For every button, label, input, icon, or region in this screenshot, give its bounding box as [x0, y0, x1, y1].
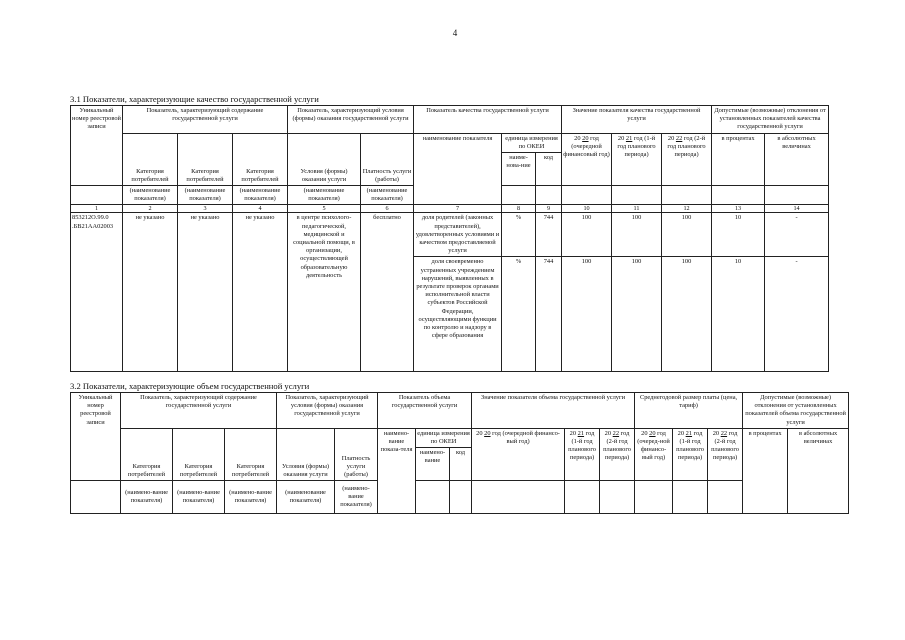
year-suffix: год	[620, 429, 630, 437]
unit-group-header: единица измерения по ОКЕИ	[416, 428, 472, 447]
price-group-header: Среднегодовой размер платы (цена, тариф)	[635, 393, 743, 429]
header-row-1	[71, 393, 849, 429]
year-prefix: 20	[677, 429, 685, 437]
deviation-absolute: -	[765, 257, 829, 372]
year-prefix: 20	[667, 134, 675, 142]
year2-sub: год (1-й год планового периода)	[617, 134, 656, 159]
value-sub2: (1-й год планового периода)	[568, 438, 596, 462]
deviation-group-header: Допустимые (возможные) отклонения от установленных показателей качества государственной услуги	[712, 106, 829, 134]
value-year1: 100	[562, 257, 612, 372]
deviation-percent: 10	[712, 257, 765, 372]
year3-sub: год (2-й год планового периода)	[667, 134, 706, 159]
year-prefix: 20	[569, 429, 577, 437]
category-header: Категория потребителей	[123, 133, 178, 185]
unit-name-header: наимено-вание	[416, 448, 450, 481]
volume-indicators-table	[70, 392, 849, 514]
column-number: 8	[502, 205, 536, 213]
year-suffix: год	[492, 429, 501, 437]
price-year2-header	[673, 428, 708, 480]
column-number: 14	[765, 205, 829, 213]
year2-number: 21	[625, 134, 633, 142]
column-number: 4	[233, 205, 288, 213]
unit-code-header: код	[450, 448, 472, 481]
unit-code: 744	[536, 257, 562, 372]
unit-name-header: наиме-нова-ние	[502, 153, 536, 186]
year-number: 22	[720, 429, 728, 437]
price-sub3: (2-й год планового периода)	[711, 438, 739, 462]
payment-header: Платность услуги (работы)	[361, 133, 414, 185]
name-hint: (наименование показателя)	[123, 186, 178, 205]
year-number: 20	[484, 429, 491, 437]
year-suffix: год	[693, 429, 703, 437]
name-hint: (наименование показателя)	[178, 186, 233, 205]
volume-group-header: Показатель объема государственной услуги	[378, 393, 472, 429]
name-hint: (наимено-вание показателя)	[121, 481, 173, 514]
content-group-header: Показатель, характеризующий содержание государственной услуги	[123, 106, 288, 134]
column-number: 5	[288, 205, 361, 213]
value-year3: 100	[662, 257, 712, 372]
column-numbers-row	[71, 205, 829, 213]
year3-number: 22	[675, 134, 683, 142]
indicator-name-header: наимено-вание показа-теля	[378, 428, 416, 513]
name-hint: (наименование показателя)	[233, 186, 288, 205]
value-year3-header	[600, 428, 635, 480]
year1-sub: год (очередной финансовый год)	[563, 134, 610, 159]
payment-value: бесплатно	[361, 213, 414, 372]
unit-name: %	[502, 213, 536, 257]
conditions-group-header: Показатель, характеризующий условия (формы) оказания государственной услуги	[277, 393, 378, 429]
absolute-header: в абсолютных величинах	[765, 133, 829, 185]
value-year2-header	[565, 428, 600, 480]
year-number: 22	[612, 429, 620, 437]
content-group-header: Показатель, характеризующий содержание государственной услуги	[121, 393, 277, 429]
column-number: 6	[361, 205, 414, 213]
year-suffix: год	[657, 429, 666, 437]
value-group-header: Значение показателя объема государственной услуги	[472, 393, 635, 429]
value-group-header: Значение показателя качества государственной услуги	[562, 106, 712, 134]
category-header: Категория потребителей	[173, 428, 225, 480]
header-row-2	[71, 428, 849, 447]
year-suffix: год	[585, 429, 595, 437]
value-year2: 100	[612, 257, 662, 372]
value-year1-header	[472, 428, 565, 480]
indicator-name-header: наименование показателя	[414, 133, 502, 205]
year-prefix: 20	[641, 429, 648, 437]
indicator-name: доля своевременно устраненных учреждением нарушений, выявленных в результате проверок органами исполнительной власти субъектов Российской Федерации, осуществляющими функции по контролю и надзору в сфере образования	[414, 257, 502, 372]
indicator-name: доля родителей (законных представителей), удовлетворенных условиями и качеством предоставляемой услуги	[414, 213, 502, 257]
category-value: не указано	[178, 213, 233, 372]
category-header: Категория потребителей	[121, 428, 173, 480]
value-year2: 100	[612, 213, 662, 257]
price-sub1: (очеред-ной финансо-вый год)	[637, 438, 670, 462]
conditions-header: Условия (формы) оказания услуги	[288, 133, 361, 185]
year-prefix: 20	[617, 134, 625, 142]
year1-header	[562, 133, 612, 185]
price-year3-header	[708, 428, 743, 480]
header-row-1	[71, 106, 829, 134]
conditions-group-header: Показатель, характеризующий условия (формы) оказания государственной услуги	[288, 106, 414, 134]
category-header: Категория потребителей	[233, 133, 288, 185]
year-number: 21	[577, 429, 585, 437]
section-title-volume: 3.2 Показатели, характеризующие объем государственной услуги	[70, 381, 310, 391]
value-sub1: (очередной финансо-вый год)	[502, 429, 560, 446]
category-value: не указано	[233, 213, 288, 372]
column-number: 9	[536, 205, 562, 213]
deviation-absolute: -	[765, 213, 829, 257]
price-year1-header	[635, 428, 673, 480]
registry-code: 853212О.99.0 .БВ21АА02003	[71, 213, 123, 372]
table-row	[71, 213, 829, 257]
unit-name: %	[502, 257, 536, 372]
column-number: 11	[612, 205, 662, 213]
year-prefix: 20	[712, 429, 720, 437]
price-sub2: (1-й год планового периода)	[676, 438, 704, 462]
quality-group-header: Показатель качества государственной услуги	[414, 106, 562, 134]
unit-group-header: единица измерения по ОКЕИ	[502, 133, 562, 152]
column-number: 10	[562, 205, 612, 213]
name-hint: (наименование показателя)	[361, 186, 414, 205]
name-hint: (наимено-вание показателя)	[173, 481, 225, 514]
header-row-4	[71, 481, 849, 514]
category-header: Категория потребителей	[225, 428, 277, 480]
name-hint: (наимено-вание показателя)	[225, 481, 277, 514]
year-prefix: 20	[574, 134, 581, 142]
year-number: 21	[685, 429, 693, 437]
column-number: 12	[662, 205, 712, 213]
quality-indicators-table	[70, 105, 829, 372]
year-prefix: 20	[604, 429, 612, 437]
section-title-quality: 3.1 Показатели, характеризующие качество государственной услуги	[70, 94, 319, 104]
deviation-group-header: Допустимые (возможные) отклонения от установленных показателей объема государственной услуги	[743, 393, 849, 429]
column-number: 1	[71, 205, 123, 213]
column-number: 13	[712, 205, 765, 213]
page-number: 4	[452, 28, 458, 38]
year1-number: 20	[582, 134, 589, 142]
unit-code: 744	[536, 213, 562, 257]
category-value: не указано	[123, 213, 178, 372]
year3-header	[662, 133, 712, 185]
absolute-header: в абсолютных величинах	[788, 428, 849, 513]
column-number: 2	[123, 205, 178, 213]
unique-number-header: Уникальный номер реестровой записи	[71, 106, 123, 186]
unit-code-header: код	[536, 153, 562, 186]
name-hint: (наименование показателя)	[288, 186, 361, 205]
unique-number-header: Уникальный номер реестровой записи	[71, 393, 121, 481]
column-number: 7	[414, 205, 502, 213]
deviation-percent: 10	[712, 213, 765, 257]
value-year3: 100	[662, 213, 712, 257]
year-suffix: год	[728, 429, 738, 437]
value-sub3: (2-й год планового периода)	[603, 438, 631, 462]
header-row-2	[71, 133, 829, 152]
percent-header: в процентах	[712, 133, 765, 185]
column-number: 3	[178, 205, 233, 213]
year2-header	[612, 133, 662, 185]
category-header: Категория потребителей	[178, 133, 233, 185]
payment-header: Платность услуги (работы)	[335, 428, 378, 480]
year-prefix: 20	[476, 429, 483, 437]
value-year1: 100	[562, 213, 612, 257]
percent-header: в процентах	[743, 428, 788, 513]
name-hint: (наимено-вание показателя)	[335, 481, 378, 514]
conditions-header: Условия (формы) оказания услуги	[277, 428, 335, 480]
year-number: 20	[649, 429, 656, 437]
name-hint: (наименование показателя)	[277, 481, 335, 514]
condition-value: в центре психолого-педагогической, медицинской и социальной помощи, в организации, осуществляющей образовательную деятельность	[288, 213, 361, 372]
